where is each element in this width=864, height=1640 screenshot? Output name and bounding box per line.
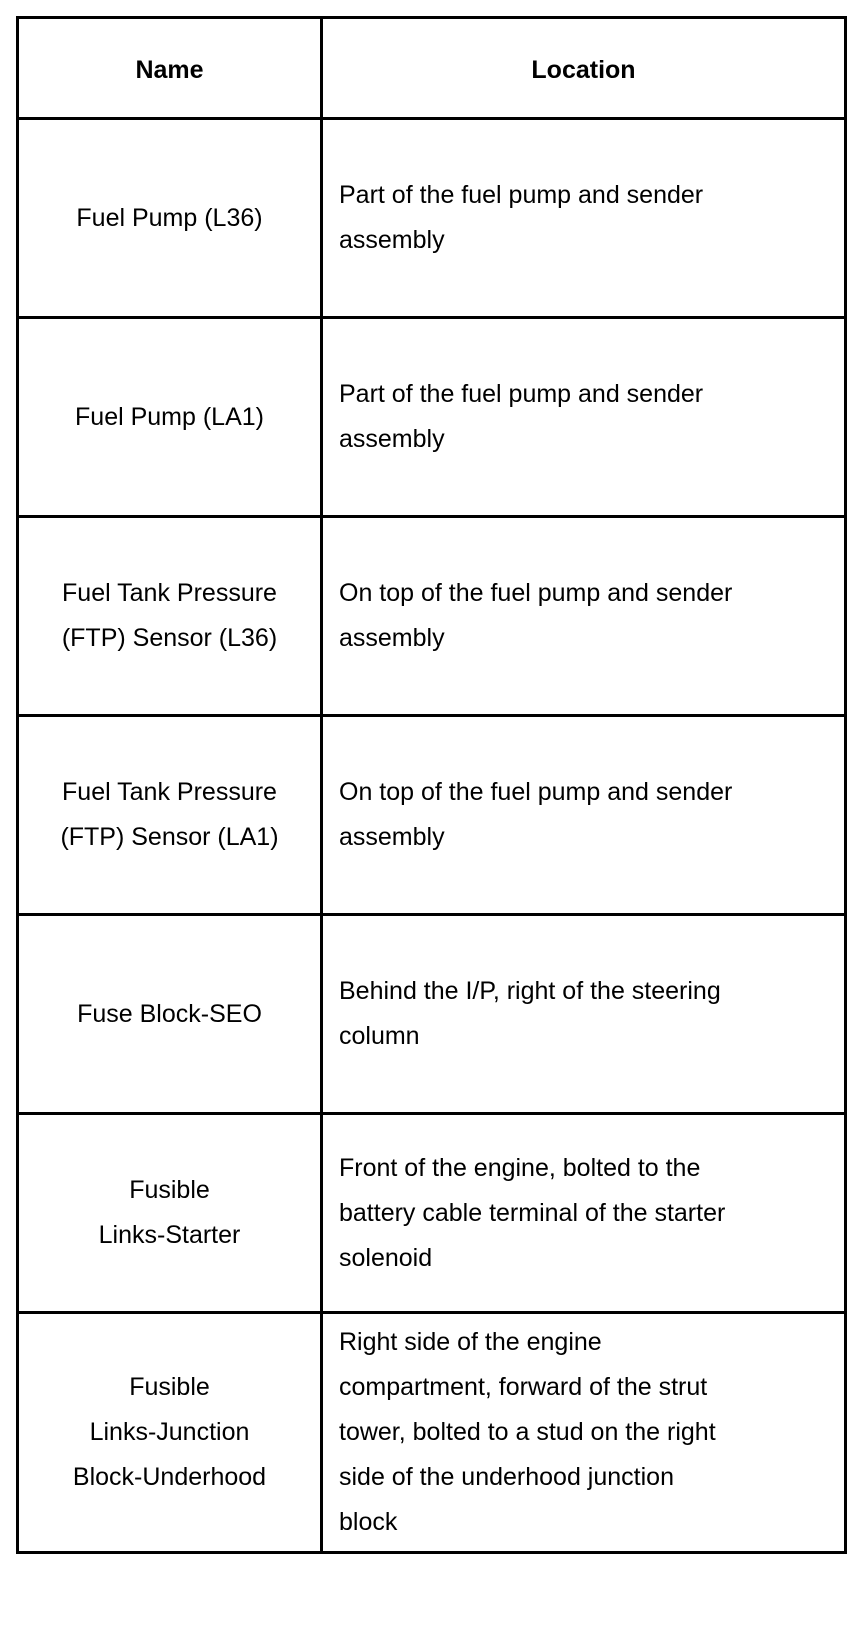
- name-line: (FTP) Sensor (L36): [61, 624, 278, 652]
- location-line: Part of the fuel pump and sender: [339, 380, 704, 408]
- name-line: Fusible: [129, 1176, 210, 1204]
- location-line: Front of the engine, bolted to the: [339, 1153, 701, 1182]
- location-line: Behind the I/P, right of the steering: [339, 977, 721, 1005]
- location-line: Right side of the engine: [339, 1328, 602, 1356]
- location-cell: [322, 517, 846, 716]
- location-line: battery cable terminal of the starter: [339, 1198, 726, 1227]
- location-line: assembly: [339, 823, 445, 851]
- location-cell: [322, 318, 846, 517]
- name-line: Fuel Pump (L36): [76, 203, 263, 232]
- name-cell: [18, 1313, 322, 1553]
- table-row: [18, 1313, 846, 1553]
- location-cell: [322, 119, 846, 318]
- location-line: solenoid: [339, 1243, 433, 1272]
- name-cell: [18, 1114, 322, 1313]
- name-line: Fusible: [129, 1373, 210, 1401]
- location-line: Part of the fuel pump and sender: [339, 181, 704, 209]
- location-cell: [322, 716, 846, 915]
- component-location-table: [16, 16, 847, 1554]
- name-line: Block-Underhood: [72, 1463, 267, 1491]
- location-line: On top of the fuel pump and sender: [339, 579, 733, 607]
- location-cell: [322, 1313, 846, 1553]
- table-row: [18, 1114, 846, 1313]
- name-line: Links-Starter: [98, 1221, 241, 1249]
- location-line: On top of the fuel pump and sender: [339, 778, 733, 806]
- location-line: compartment, forward of the strut: [339, 1373, 708, 1401]
- location-cell: [322, 915, 846, 1114]
- name-column-header: Name: [18, 18, 322, 119]
- name-line: (FTP) Sensor (LA1): [60, 823, 279, 851]
- name-cell: [18, 915, 322, 1114]
- name-cell: [18, 119, 322, 318]
- location-line: column: [339, 1022, 420, 1050]
- component-location-table-container: [16, 16, 844, 1554]
- name-line: Fuse Block-SEO: [77, 999, 262, 1028]
- location-line: tower, bolted to a stud on the right: [339, 1418, 716, 1446]
- table-row: [18, 716, 846, 915]
- table-row: [18, 119, 846, 318]
- location-line: assembly: [339, 624, 445, 652]
- location-line: assembly: [339, 425, 445, 453]
- table-row: [18, 915, 846, 1114]
- location-line: assembly: [339, 226, 445, 254]
- location-cell: [322, 1114, 846, 1313]
- table-row: [18, 318, 846, 517]
- table-header-row: [18, 18, 846, 119]
- name-cell: [18, 517, 322, 716]
- name-cell: [18, 716, 322, 915]
- name-line: Fuel Pump (LA1): [75, 402, 264, 431]
- location-column-header: Location: [322, 18, 846, 119]
- location-line: side of the underhood junction: [339, 1463, 674, 1491]
- name-cell: [18, 318, 322, 517]
- location-line: block: [339, 1508, 398, 1536]
- name-line: Fuel Tank Pressure: [62, 778, 277, 806]
- name-line: Fuel Tank Pressure: [62, 579, 277, 607]
- table-row: [18, 517, 846, 716]
- name-line: Links-Junction: [89, 1418, 250, 1446]
